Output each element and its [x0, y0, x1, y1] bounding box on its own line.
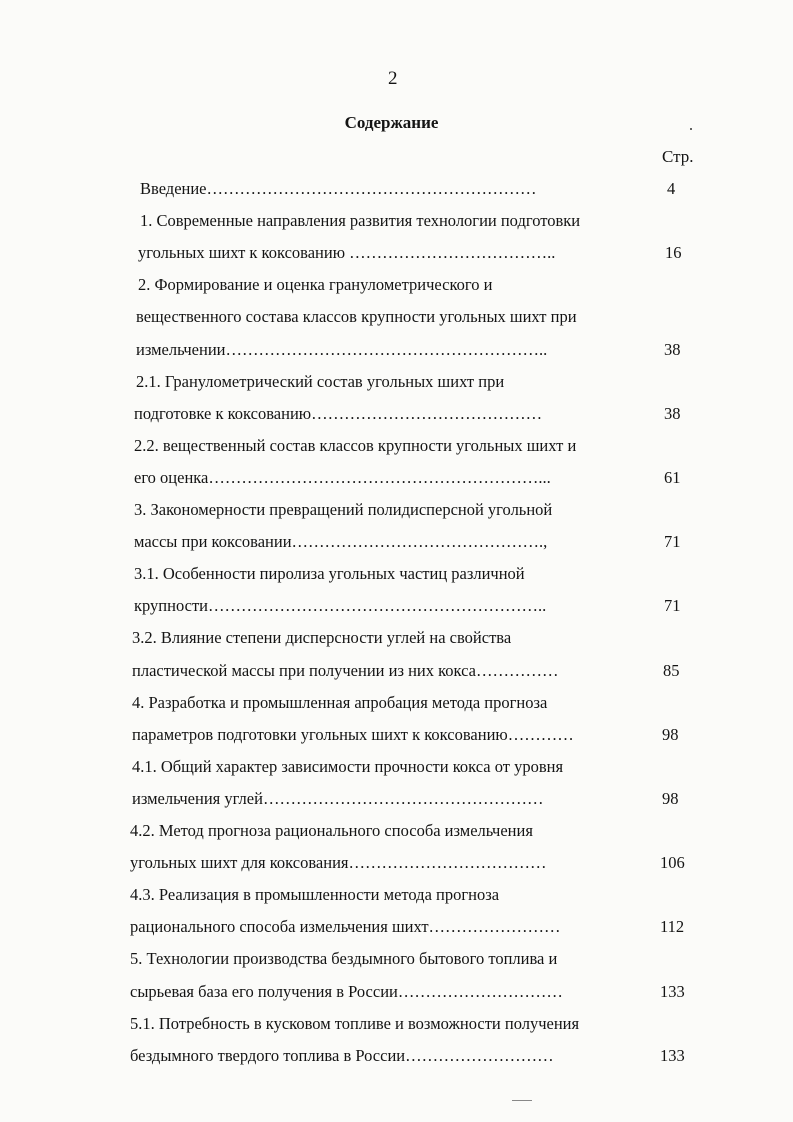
toc-line: [0, 978, 793, 1006]
toc-page-number: 133: [660, 1045, 685, 1065]
toc-line: [0, 913, 793, 941]
toc-line-text: 2. Формирование и оценка гранулометрического и: [138, 275, 493, 295]
toc-line-text: 4.3. Реализация в промышленности метода прогноза: [130, 885, 500, 905]
toc-line-text: 1. Современные направления развития технологии подготовки: [140, 211, 581, 231]
toc-line-text: 5. Технологии производства бездымного бытового топлива и: [130, 949, 558, 969]
toc-line: [0, 1042, 793, 1070]
toc-line-text: вещественного состава классов крупности угольных шихт при: [136, 307, 577, 327]
toc-line: [0, 592, 793, 620]
toc-page-number: 106: [660, 853, 685, 873]
toc-line: [0, 496, 793, 524]
toc-line: [0, 303, 793, 331]
toc-page-number: 98: [662, 724, 679, 744]
toc-line-text: Введение……………………………………………………: [140, 179, 537, 198]
toc-line: [0, 560, 793, 588]
toc-line: [0, 785, 793, 813]
toc-line: [0, 271, 793, 299]
toc-line-text: 5.1. Потребность в кусковом топливе и возможности получения: [130, 1013, 580, 1033]
page-title: [0, 113, 793, 133]
toc-line-text: 4. Разработка и промышленная апробация метода прогноза: [132, 692, 548, 712]
toc-line-text: измельчения углей……………………………………………: [132, 788, 544, 808]
toc-line-text: 4.1. Общий характер зависимости прочности кокса от уровня: [132, 756, 564, 776]
toc-page-number: 61: [664, 467, 681, 487]
toc-page-number: 112: [660, 917, 685, 937]
toc-line-text: 3. Закономерности превращений полидисперсной угольной: [134, 500, 553, 519]
toc-line-text: 3.1. Особенности пиролиза угольных частиц различной: [134, 564, 525, 584]
toc-line-text: параметров подготовки угольных шихт к коксованию…………: [132, 724, 574, 744]
stray-dot: [690, 128, 692, 130]
toc-line: [0, 400, 793, 428]
toc-line: [0, 239, 793, 267]
toc-line-text: крупности……………………………………………………..: [134, 596, 547, 616]
toc-line-text: 2.1. Гранулометрический состав угольных шихт при: [136, 371, 505, 391]
toc-page-number: 85: [663, 660, 680, 680]
toc-page-number: 38: [664, 339, 681, 359]
toc-line: [0, 849, 793, 877]
toc-line-text: 2.2. вещественный состав классов крупности угольных шихт и: [134, 435, 577, 455]
toc-line: [0, 689, 793, 717]
toc-page-number: 38: [664, 403, 681, 423]
toc-page-number: 71: [664, 532, 681, 552]
toc-line: [0, 721, 793, 749]
toc-line-text: его оценка……………………………………………………...: [134, 467, 551, 487]
toc-line: [0, 464, 793, 492]
toc-line-text: угольных шихт для коксования………………………………: [130, 853, 547, 873]
toc-line-text: бездымного твердого топлива в России………………………: [130, 1045, 554, 1065]
toc-line: [0, 1010, 793, 1038]
toc-page-number: 16: [665, 243, 682, 263]
toc-line-text: 3.2. Влияние степени дисперсности углей на свойства: [132, 628, 512, 648]
toc-line: [0, 624, 793, 652]
toc-line: [0, 881, 793, 909]
toc-line-text: угольных шихт к коксованию ………………………………..: [138, 243, 556, 263]
footer-mark: [512, 1100, 532, 1101]
toc-page-number: 133: [660, 981, 685, 1001]
toc-line: [0, 657, 793, 685]
page-column-header: Стр.: [662, 147, 694, 166]
toc-line-text: пластической массы при получении из них кокса……………: [132, 660, 559, 680]
toc-line: [0, 175, 793, 203]
toc-line-text: сырьевая база его получения в России…………………………: [130, 981, 563, 1001]
toc-line: [0, 368, 793, 396]
toc-line-text: массы при коксовании……………………………………….,: [134, 532, 548, 552]
page-number: 2: [388, 68, 398, 89]
toc-line: [0, 753, 793, 781]
toc-line: [0, 817, 793, 845]
toc-line-text: рационального способа измельчения шихт……………………: [130, 917, 561, 937]
toc-page-number: 71: [664, 596, 681, 616]
toc-line: [0, 432, 793, 460]
toc-page-number: 4: [667, 179, 676, 198]
toc-line-text: измельчении…………………………………………………..: [136, 339, 548, 359]
toc-line: [0, 945, 793, 973]
toc-line-text: подготовке к коксованию……………………………………: [134, 403, 543, 423]
toc-line: [0, 336, 793, 364]
page-title-text: Содержание: [344, 113, 439, 132]
toc-line: [0, 207, 793, 235]
toc-line-text: 4.2. Метод прогноза рационального способа измельчения: [130, 821, 533, 840]
toc-page-number: 98: [662, 788, 679, 808]
toc-line: [0, 528, 793, 556]
